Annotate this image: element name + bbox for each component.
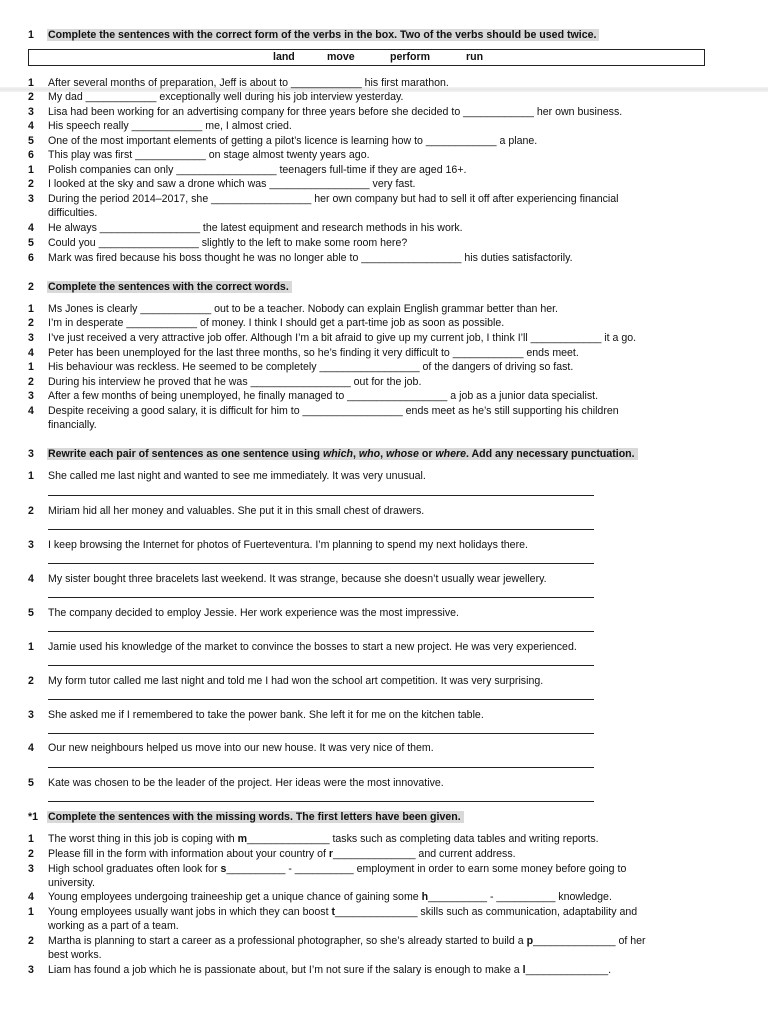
exercise-item xyxy=(28,469,426,484)
section-number: 1 xyxy=(28,29,34,41)
item-text: She called me last night and wanted to see me immediately. It was very unusual. xyxy=(48,470,426,482)
exercise-item xyxy=(28,905,637,920)
item-text: Kate was chosen to be the leader of the project. Her ideas were the most innovative. xyxy=(48,777,444,789)
item-number: 1 xyxy=(28,470,34,482)
item-text: After several months of preparation, Jeff is about to ____________ his first marathon. xyxy=(48,77,449,89)
item-number: 1 xyxy=(28,361,34,373)
exercise-item xyxy=(28,963,611,978)
word-box-item: perform xyxy=(390,51,431,63)
item-text: This play was first ____________ on stage almost twenty years ago. xyxy=(48,149,370,161)
item-text: My dad ____________ exceptionally well during his job interview yesterday. xyxy=(48,91,404,103)
exercise-item xyxy=(28,832,599,847)
exercise-item xyxy=(28,331,636,346)
item-number: 5 xyxy=(28,237,34,249)
item-text: Mark was fired because his boss thought he was no longer able to _________________ his duties satisfactorily. xyxy=(48,252,573,264)
exercise-item xyxy=(28,221,463,236)
exercise-item xyxy=(28,177,416,192)
section-3-heading xyxy=(28,447,638,462)
item-number: 3 xyxy=(28,193,34,205)
exercise-item xyxy=(28,360,573,375)
exercise-item xyxy=(28,192,619,207)
answer-line[interactable] xyxy=(48,495,594,496)
exercise-item xyxy=(28,538,528,553)
item-text: Jamie used his knowledge of the market to convince the bosses to start a new project. He was very experienced. xyxy=(48,641,577,653)
answer-line[interactable] xyxy=(48,631,594,632)
item-number: 4 xyxy=(28,347,34,359)
item-number: 1 xyxy=(28,303,34,315)
item-text: During the period 2014–2017, she _________________ her own company but had to sell it off after experiencing financial xyxy=(48,193,619,205)
item-text: My sister bought three bracelets last weekend. It was strange, because she doesn’t usually wear jewellery. xyxy=(48,573,547,585)
exercise-item xyxy=(28,119,292,134)
section-instruction: Complete the sentences with the missing words. The first letters have been given. xyxy=(47,811,464,823)
exercise-item xyxy=(28,862,626,877)
item-text: Martha is planning to start a career as a professional photographer, so she’s already started to build a p______________ of her xyxy=(48,935,646,947)
exercise-item xyxy=(28,316,504,331)
item-text: Young employees undergoing traineeship get a unique chance of gaining some h__________ - __________ knowledge. xyxy=(48,891,612,903)
item-number: 4 xyxy=(28,891,34,903)
item-number: 2 xyxy=(28,91,34,103)
item-number: 3 xyxy=(28,863,34,875)
item-number: 2 xyxy=(28,848,34,860)
answer-line[interactable] xyxy=(48,699,594,700)
item-text: The worst thing in this job is coping with m______________ tasks such as completing data tables and writing reports. xyxy=(48,833,599,845)
item-text-continuation: best works. xyxy=(48,949,102,961)
item-number: 3 xyxy=(28,964,34,976)
item-text: He always _________________ the latest equipment and research methods in his work. xyxy=(48,222,463,234)
exercise-item xyxy=(28,776,444,791)
item-number: 3 xyxy=(28,106,34,118)
item-text: Liam has found a job which he is passionate about, but I’m not sure if the salary is enough to make a l______________. xyxy=(48,964,612,976)
section-2-heading xyxy=(28,280,292,295)
item-text: Please fill in the form with information about your country of r______________ and current address. xyxy=(48,848,516,860)
item-text: Our new neighbours helped us move into our new house. It was very nice of them. xyxy=(48,742,434,754)
item-number: 3 xyxy=(28,390,34,402)
item-text: Peter has been unemployed for the last three months, so he’s finding it very difficult to ____________ ends meet. xyxy=(48,347,579,359)
section-instruction: Complete the sentences with the correct words. xyxy=(47,281,292,293)
exercise-item xyxy=(28,404,619,419)
exercise-item xyxy=(28,674,543,689)
exercise-item xyxy=(28,134,537,149)
exercise-item xyxy=(28,572,547,587)
item-text: The company decided to employ Jessie. Her work experience was the most impressive. xyxy=(48,607,459,619)
word-box-item: land xyxy=(273,51,295,63)
exercise-item xyxy=(28,847,516,862)
word-box-item: run xyxy=(466,51,484,63)
item-text-continuation: financially. xyxy=(48,419,97,431)
answer-line[interactable] xyxy=(48,529,594,530)
word-box xyxy=(28,49,705,66)
section-4-heading xyxy=(28,810,464,825)
item-text: She asked me if I remembered to take the power bank. She left it for me on the kitchen table. xyxy=(48,709,484,721)
item-text: During his interview he proved that he was _________________ out for the job. xyxy=(48,376,422,388)
item-text: My form tutor called me last night and told me I had won the school art competition. It was very surprising. xyxy=(48,675,544,687)
answer-line[interactable] xyxy=(48,733,594,734)
section-number: 2 xyxy=(28,281,34,293)
exercise-item xyxy=(28,346,579,361)
item-number: 4 xyxy=(28,742,34,754)
item-text: I’m in desperate ____________ of money. I think I should get a part-time job as soon as possible. xyxy=(48,317,505,329)
item-text: Young employees usually want jobs in which they can boost t______________ skills such as communication, adaptability and xyxy=(48,906,638,918)
item-text-continuation: working as a part of a team. xyxy=(48,920,179,932)
section-1-heading xyxy=(28,28,599,43)
item-number: 2 xyxy=(28,935,34,947)
item-number: 5 xyxy=(28,135,34,147)
exercise-item xyxy=(28,90,404,105)
item-text: His speech really ____________ me, I almost cried. xyxy=(48,120,292,132)
exercise-item xyxy=(28,606,459,621)
exercise-item xyxy=(28,504,424,519)
section-number: 3 xyxy=(28,448,34,460)
item-number: 1 xyxy=(28,906,34,918)
item-text: High school graduates often look for s__________ - __________ employment in order to earn some money before going to xyxy=(48,863,627,875)
exercise-item xyxy=(28,934,646,949)
word-box-item: move xyxy=(327,51,355,63)
item-text: One of the most important elements of getting a pilot’s licence is learning how to ____________ a plane. xyxy=(48,135,538,147)
item-number: 2 xyxy=(28,675,34,687)
item-number: 4 xyxy=(28,120,34,132)
exercise-item xyxy=(28,236,407,251)
answer-line[interactable] xyxy=(48,563,594,564)
exercise-item xyxy=(28,890,612,905)
exercise-item xyxy=(28,375,421,390)
item-text: I’ve just received a very attractive job offer. Although I’m a bit afraid to give up my current job, I think I’ll ____________ it a go. xyxy=(48,332,637,344)
item-number: 3 xyxy=(28,539,34,551)
exercise-item xyxy=(28,148,370,163)
item-number: 4 xyxy=(28,573,34,585)
item-number: 2 xyxy=(28,178,34,190)
item-text: His behaviour was reckless. He seemed to be completely _________________ of the dangers of driving so fast. xyxy=(48,361,574,373)
section-instruction: Complete the sentences with the correct form of the verbs in the box. Two of the verbs should be used twice. xyxy=(47,29,599,41)
item-number: 6 xyxy=(28,252,34,264)
section-instruction: Rewrite each pair of sentences as one sentence using which, who, whose or where. Add any necessary punctuation. xyxy=(47,448,638,460)
item-text: After a few months of being unemployed, he finally managed to _________________ a job as a junior data specialist. xyxy=(48,390,599,402)
item-number: 6 xyxy=(28,149,34,161)
item-text-continuation: university. xyxy=(48,877,95,889)
item-text: Could you _________________ slightly to the left to make some room here? xyxy=(48,237,408,249)
item-text-continuation: difficulties. xyxy=(48,207,98,219)
item-text: I keep browsing the Internet for photos of Fuerteventura. I’m planning to spend my next holidays there. xyxy=(48,539,528,551)
item-number: 2 xyxy=(28,376,34,388)
item-number: 5 xyxy=(28,607,34,619)
section-number: *1 xyxy=(28,811,39,823)
item-number: 1 xyxy=(28,77,34,89)
item-number: 2 xyxy=(28,505,34,517)
item-number: 3 xyxy=(28,709,34,721)
exercise-item xyxy=(28,251,573,266)
item-number: 2 xyxy=(28,317,34,329)
answer-line[interactable] xyxy=(48,597,594,598)
exercise-item xyxy=(28,76,449,91)
item-text: Lisa had been working for an advertising company for three years before she decided to ____________ her own business. xyxy=(48,106,623,118)
item-number: 1 xyxy=(28,641,34,653)
exercise-item xyxy=(28,741,434,756)
item-text: Polish companies can only _________________ teenagers full-time if they are aged 16+. xyxy=(48,164,467,176)
exercise-item xyxy=(28,708,484,723)
exercise-item xyxy=(28,302,558,317)
item-text: Miriam hid all her money and valuables. She put it in this small chest of drawers. xyxy=(48,505,425,517)
item-text: Despite receiving a good salary, it is difficult for him to _________________ ends meet as he’s still supporting his children xyxy=(48,405,619,417)
item-number: 1 xyxy=(28,164,34,176)
exercise-item xyxy=(28,640,577,655)
exercise-item xyxy=(28,389,598,404)
item-number: 1 xyxy=(28,833,34,845)
item-text: I looked at the sky and saw a drone which was _________________ very fast. xyxy=(48,178,416,190)
item-number: 3 xyxy=(28,332,34,344)
item-number: 4 xyxy=(28,222,34,234)
exercise-item xyxy=(28,163,466,178)
answer-line[interactable] xyxy=(48,801,594,802)
answer-line[interactable] xyxy=(48,665,594,666)
item-text: Ms Jones is clearly ____________ out to be a teacher. Nobody can explain English grammar better than her. xyxy=(48,303,558,315)
exercise-item xyxy=(28,105,622,120)
answer-line[interactable] xyxy=(48,767,594,768)
item-number: 5 xyxy=(28,777,34,789)
item-number: 4 xyxy=(28,405,34,417)
